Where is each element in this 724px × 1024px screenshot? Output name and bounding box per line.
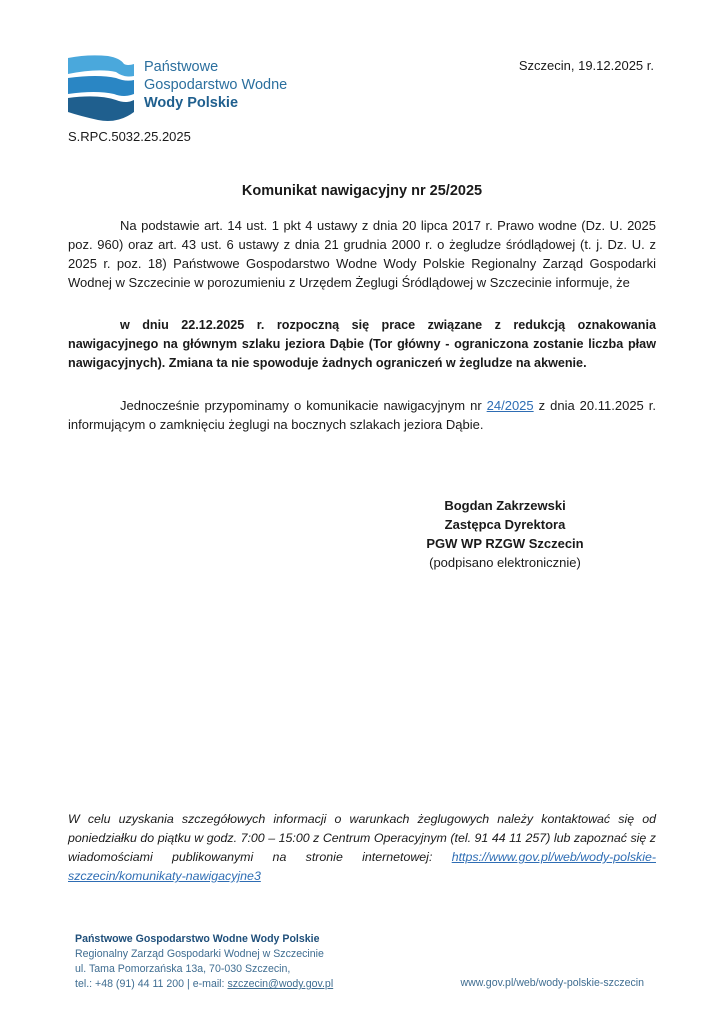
signatory-position: Zastępca Dyrektora xyxy=(444,517,566,532)
logo-line-1: Państwowe xyxy=(144,59,219,75)
paragraph-reminder xyxy=(68,396,656,434)
previous-notice-link[interactable]: 24/2025 xyxy=(486,398,534,413)
footer-address xyxy=(75,932,333,992)
logo-line-3: Wody Polskie xyxy=(144,95,239,111)
footer-org: Państwowe Gospodarstwo Wodne Wody Polskie xyxy=(75,933,320,945)
paragraph-announcement xyxy=(68,316,656,373)
place-and-date: Szczecin, 19.12.2025 r. xyxy=(518,58,654,73)
logo-line-2: Gospodarstwo Wodne xyxy=(144,77,288,93)
paragraph-legal-basis xyxy=(68,216,656,292)
signature-note: (podpisano elektronicznie) xyxy=(429,555,581,570)
contact-info-paragraph xyxy=(68,810,656,886)
signatory-unit: PGW WP RZGW Szczecin xyxy=(426,536,584,551)
paragraph-3-before: Jednocześnie przypominamy o komunikacie nawigacyjnym nr xyxy=(120,398,487,413)
footer-website[interactable]: www.gov.pl/web/wody-polskie-szczecin xyxy=(460,977,644,989)
paragraph-1-text: Na podstawie art. 14 ust. 1 pkt 4 ustawy z dnia 20 lipca 2017 r. Prawo wodne (Dz. U. 2025 poz. 960) oraz art. 43 ust. 6 ustawy z dnia 21 grudnia 2000 r. o żegludze śródlądowej (t. j. Dz. U. z 2025 r. poz. 18) Państwowe Gospodarstwo Wodne Wody Polskie Regionalny Zarząd Gospodarki Wodnej w Szczecinie w porozumieniu z Urzędem Żeglugi Śródlądowej w Szczecinie informuje, że xyxy=(68,218,656,290)
footer-email-link[interactable]: szczecin@wody.gov.pl xyxy=(227,978,334,990)
paragraph-3-after: z dnia 20.11.2025 r. informującym o zamknięciu żeglugi na bocznych szlakach jeziora Dąbie. xyxy=(68,398,656,432)
document-title: Komunikat nawigacyjny nr 25/2025 xyxy=(241,183,483,199)
notices-website-link[interactable]: https://www.gov.pl/web/wody-polskie-szczecin/komunikaty-nawigacyjne3 xyxy=(68,850,656,883)
signatory-name: Bogdan Zakrzewski xyxy=(444,498,566,513)
footer-address-line: ul. Tama Pomorzańska 13a, 70-030 Szczecin, xyxy=(75,963,291,975)
reference-number: S.RPC.5032.25.2025 xyxy=(68,129,191,144)
signature-block xyxy=(405,496,605,572)
footer-unit: Regionalny Zarząd Gospodarki Wodnej w Szczecinie xyxy=(75,948,324,960)
waves-logo-icon xyxy=(68,54,134,124)
footer-contact: tel.: +48 (91) 44 11 200 | e-mail: xyxy=(75,978,228,990)
organization-logo xyxy=(68,54,288,124)
paragraph-2-text: w dniu 22.12.2025 r. rozpoczną się prace związane z redukcją oznakowania nawigacyjnego na głównym szlaku jeziora Dąbie (Tor główny - ograniczona zostanie liczba pław nawigacyjnych). Zmiana ta nie spowoduje żadnych ograniczeń w żegludze na akwenie. xyxy=(68,318,656,370)
info-text: W celu uzyskania szczegółowych informacji o warunkach żeglugowych należy kontaktować się od poniedziałku do piątku w godz. 7:00 – 15:00 z Centrum Operacyjnym (tel. 91 44 11 257) lub zapoznać się z wiadomościami publikowanymi na stronie internetowej: xyxy=(68,812,656,864)
